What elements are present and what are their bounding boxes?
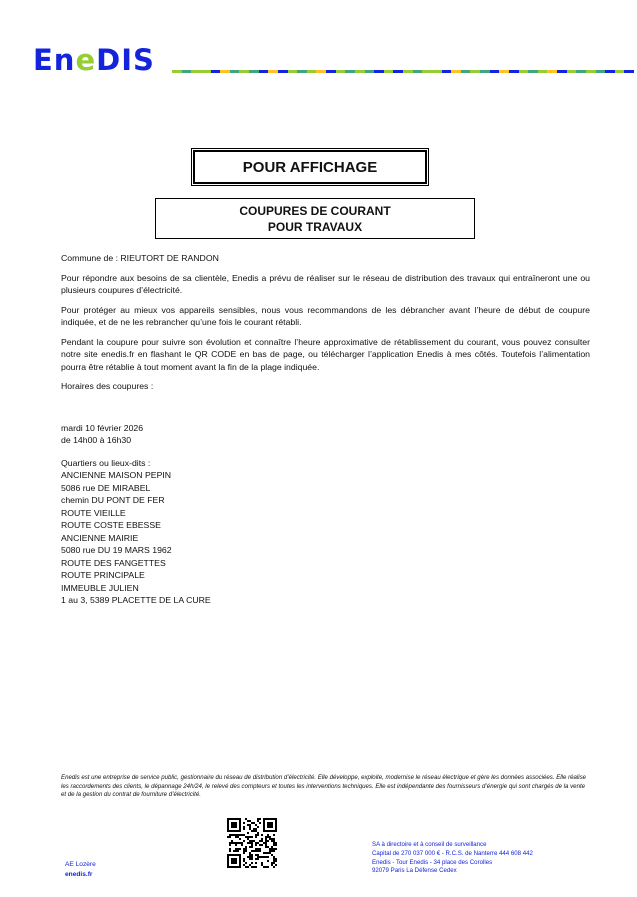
company-line-3: Enedis - Tour Enedis - 34 place des Corolles bbox=[372, 858, 493, 866]
place-item: ROUTE VIEILLE bbox=[61, 507, 126, 518]
place-item: ANCIENNE MAIRIE bbox=[61, 532, 139, 543]
commune-line: Commune de : RIEUTORT DE RANDON bbox=[61, 253, 219, 263]
display-title-box bbox=[193, 150, 427, 184]
places-list bbox=[61, 469, 590, 607]
agency-name: AE Lozère bbox=[65, 861, 96, 868]
website-link[interactable]: enedis.fr bbox=[65, 870, 93, 878]
company-line-4: 92079 Paris La Défense Cedex bbox=[372, 867, 457, 875]
paragraph-intro: Pour répondre aux besoins de sa clientèle, Enedis a prévu de réaliser sur le réseau de distribution des travaux qui entraîneront une ou plusieurs coupures d’électricité. bbox=[61, 272, 590, 295]
notice-body bbox=[61, 252, 590, 607]
header-color-line bbox=[172, 70, 634, 73]
logo-text-start: En bbox=[33, 43, 76, 77]
display-title: POUR AFFICHAGE bbox=[242, 158, 378, 176]
places-label: Quartiers ou lieux-dits : bbox=[61, 457, 151, 468]
place-item: IMMEUBLE JULIEN bbox=[61, 582, 139, 593]
subtitle-box bbox=[155, 198, 475, 239]
place-item: ROUTE COSTE EBESSE bbox=[61, 520, 161, 530]
place-item: chemin DU PONT DE FER bbox=[61, 495, 165, 505]
place-item: ROUTE DES FANGETTES bbox=[61, 557, 166, 568]
place-item: 5086 rue DE MIRABEL bbox=[61, 482, 151, 493]
footer-company-block bbox=[372, 841, 533, 876]
company-disclaimer: Enedis est une entreprise de service public, gestionnaire du réseau de distribution d’électricité. Elle développe, exploite, modernise le réseau électrique et gère les données associées. Elle réalise les raccordements des clients, le dépannage 24h/24, le relevé des compteurs et toutes les interventions techniques. Elle est indépendante des fournisseurs d’énergie qui sont chargés de la vente et de la gestion du contrat de fourniture d’électricité. bbox=[61, 774, 587, 799]
logo-text-accent: e bbox=[75, 43, 97, 77]
place-item: 1 au 3, 5389 PLACETTE DE LA CURE bbox=[61, 595, 211, 605]
company-line-1: SA à directoire et à conseil de surveillance bbox=[372, 841, 487, 848]
hours-label: Horaires des coupures : bbox=[61, 381, 154, 391]
qr-code-icon[interactable] bbox=[227, 818, 277, 868]
company-line-2: Capital de 270 037 000 € - R.C.S. de Nanterre 444 608 442 bbox=[372, 849, 533, 857]
subtitle-line-2: POUR TRAVAUX bbox=[267, 219, 363, 234]
outage-date: mardi 10 février 2026 bbox=[61, 422, 144, 433]
subtitle-line-1: COUPURES DE COURANT bbox=[239, 203, 391, 218]
place-item: ROUTE PRINCIPALE bbox=[61, 570, 145, 580]
footer-agency-block bbox=[65, 860, 96, 879]
enedis-logo bbox=[33, 44, 155, 76]
place-item: ANCIENNE MAISON PEPIN bbox=[61, 470, 172, 480]
outage-time: de 14h00 à 16h30 bbox=[61, 435, 132, 445]
logo-text-end: DIS bbox=[96, 43, 155, 77]
paragraph-protection: Pour protéger au mieux vos appareils sensibles, nous vous recommandons de les débrancher avant l’heure de début de coupure indiquée, et de ne les rebrancher qu’une fois le courant rétabli. bbox=[61, 304, 590, 327]
paragraph-tracking: Pendant la coupure pour suivre son évolution et connaître l’heure approximative de rétablissement du courant, vous pouvez consulter notre site enedis.fr en flashant le QR CODE en bas de page, ou télécharger l’application Enedis à mes côtés. Toutefois l’alimentation pourra être rétablie à tout moment avant la fin de la plage indiquée. bbox=[61, 336, 590, 372]
place-item: 5080 rue DU 19 MARS 1962 bbox=[61, 545, 172, 555]
